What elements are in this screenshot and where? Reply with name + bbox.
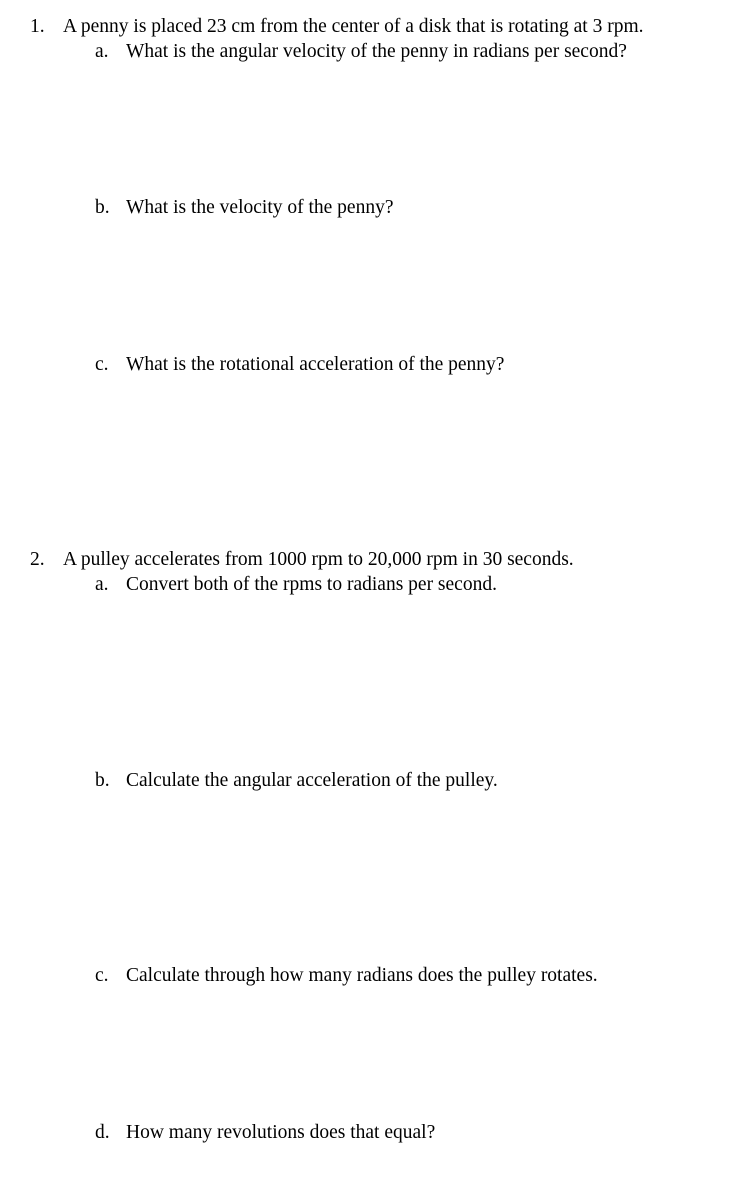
question-text: A penny is placed 23 cm from the center of a disk that is rotating at 3 rpm. bbox=[63, 16, 644, 37]
part-letter: b. bbox=[95, 197, 110, 218]
part-text: What is the rotational acceleration of the penny? bbox=[126, 354, 505, 375]
part-letter: a. bbox=[95, 574, 109, 595]
part-text: Calculate through how many radians does the pulley rotates. bbox=[126, 965, 598, 986]
part-letter: c. bbox=[95, 965, 109, 986]
question-number: 2. bbox=[30, 549, 45, 570]
part-letter: c. bbox=[95, 354, 109, 375]
part-text: Convert both of the rpms to radians per second. bbox=[126, 574, 497, 595]
part-text: What is the velocity of the penny? bbox=[126, 197, 394, 218]
part-text: Calculate the angular acceleration of the pulley. bbox=[126, 770, 498, 791]
question-text: A pulley accelerates from 1000 rpm to 20,000 rpm in 30 seconds. bbox=[63, 549, 574, 570]
part-letter: b. bbox=[95, 770, 110, 791]
question-number: 1. bbox=[30, 16, 45, 37]
part-text: How many revolutions does that equal? bbox=[126, 1122, 436, 1143]
part-letter: a. bbox=[95, 41, 109, 62]
part-letter: d. bbox=[95, 1122, 110, 1143]
part-text: What is the angular velocity of the penny in radians per second? bbox=[126, 41, 627, 62]
